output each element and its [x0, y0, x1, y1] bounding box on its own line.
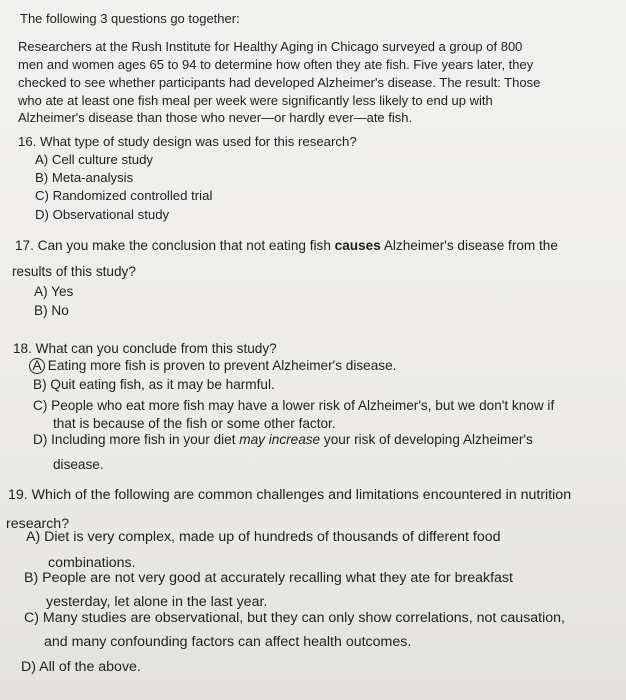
- q19-option-c: C) Many studies are observational, but they can only show correlations, not causation,: [24, 610, 565, 626]
- q18-option-a-text: Eating more fish is proven to prevent Alzheimer's disease.: [47, 358, 397, 373]
- question-18-text: 18. What can you conclude from this study?: [13, 341, 277, 356]
- q19-option-b-line2: yesterday, let alone in the last year.: [46, 594, 268, 610]
- q19-option-d: D) All of the above.: [21, 659, 141, 675]
- q16-option-b: B) Meta-analysis: [35, 170, 134, 185]
- q17-text-part: Alzheimer's disease from the: [383, 238, 558, 253]
- q19-option-b: B) People are not very good at accurately recalling what they ate for breakfast: [24, 570, 513, 586]
- q17-text-part: 17. Can you make the conclusion that not eating fish: [15, 238, 331, 253]
- q18-option-d: [33, 432, 533, 448]
- q16-option-d: D) Observational study: [35, 207, 170, 222]
- question-17-text: [15, 238, 558, 254]
- q18-option-c: C) People who eat more fish may have a lower risk of Alzheimer's, but we don't know if: [33, 398, 555, 413]
- intro-line: checked to see whether participants had developed Alzheimer's disease. The result: Those: [18, 75, 541, 90]
- intro-line: Alzheimer's disease than those who never—or hardly ever—ate fish.: [18, 110, 413, 125]
- q18-option-d-text: your risk of developing Alzheimer's: [323, 432, 533, 447]
- question-19-text: 19. Which of the following are common challenges and limitations encountered in nutrition: [8, 487, 572, 503]
- q19-option-c-line2: and many confounding factors can affect health outcomes.: [44, 634, 412, 650]
- q17-option-b: B) No: [34, 303, 69, 318]
- selected-answer-circle: A: [29, 358, 45, 374]
- q16-option-a: A) Cell culture study: [35, 152, 153, 167]
- q17-emphasis: causes: [334, 238, 381, 253]
- q18-option-b: B) Quit eating fish, as it may be harmful.: [33, 377, 275, 392]
- q19-option-a: A) Diet is very complex, made up of hundreds of thousands of different food: [26, 529, 501, 545]
- intro-line: who ate at least one fish meal per week were significantly less likely to end up with: [18, 93, 493, 108]
- q18-option-d-emphasis: may increase: [239, 432, 321, 447]
- q16-option-c: C) Randomized controlled trial: [35, 188, 213, 203]
- intro-line: Researchers at the Rush Institute for Healthy Aging in Chicago surveyed a group of 800: [18, 39, 523, 54]
- q18-option-d-text: D) Including more fish in your diet: [33, 432, 236, 447]
- q18-option-c-line2: that is because of the fish or some other factor.: [53, 416, 336, 431]
- q18-option-d-line2: disease.: [53, 457, 104, 472]
- section-title: The following 3 questions go together:: [20, 11, 240, 26]
- intro-line: men and women ages 65 to 94 to determine how often they ate fish. Five years later, they: [18, 57, 534, 72]
- q19-option-a-line2: combinations.: [48, 555, 136, 571]
- question-16-text: 16. What type of study design was used for this research?: [18, 134, 357, 149]
- question-19-text-line2: research?: [6, 516, 70, 532]
- q18-option-a: [31, 358, 396, 374]
- q17-option-a: A) Yes: [34, 284, 74, 299]
- question-17-text-line2: results of this study?: [12, 264, 136, 279]
